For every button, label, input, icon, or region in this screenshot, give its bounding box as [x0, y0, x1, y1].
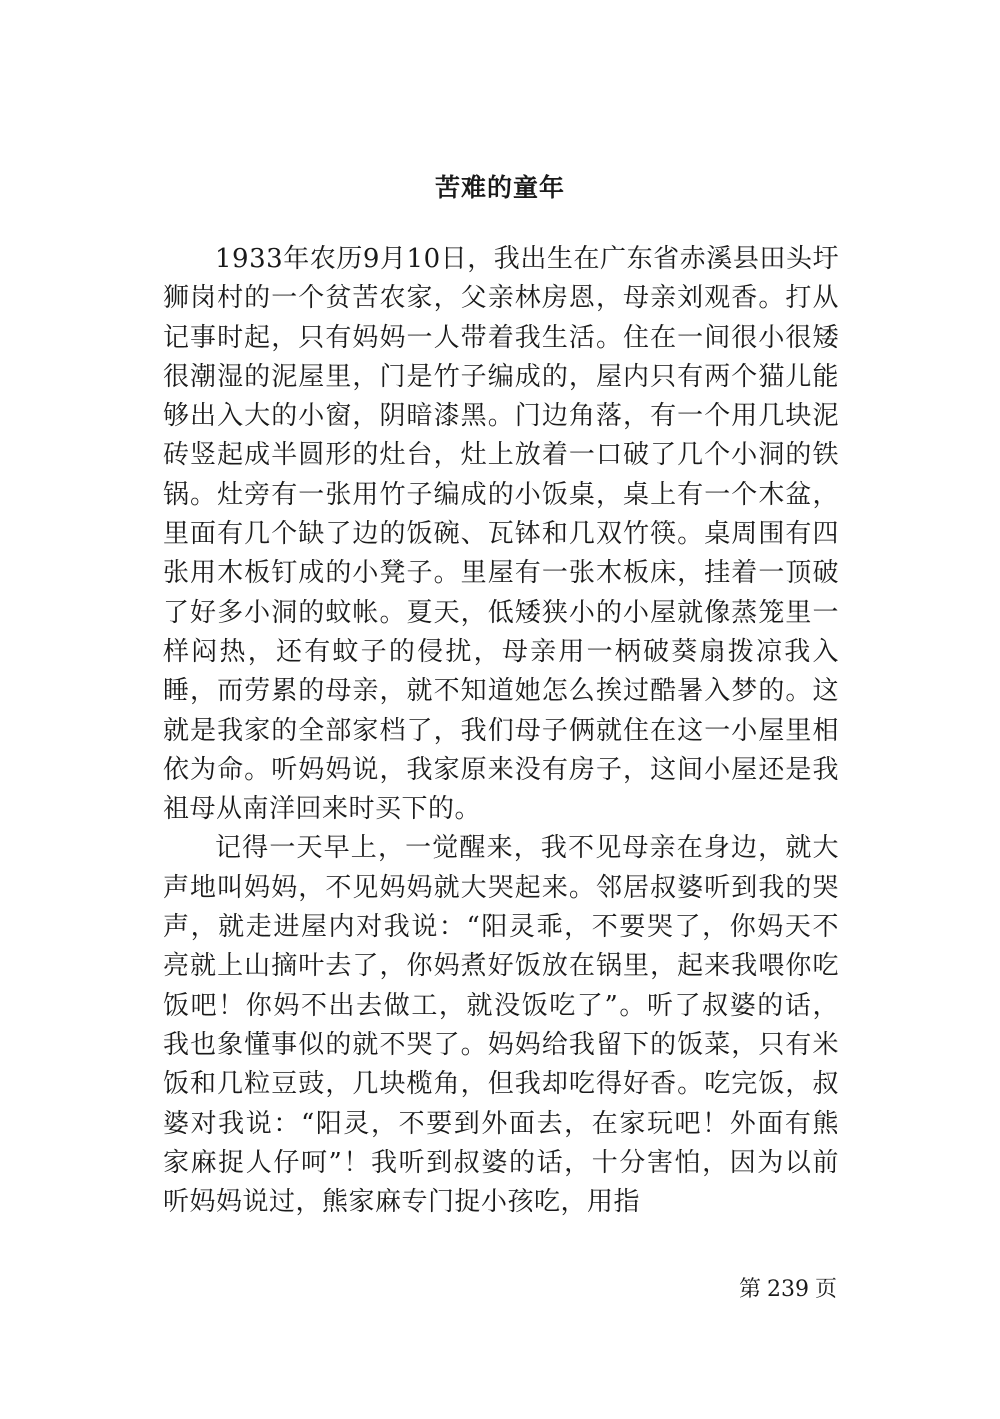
page-number — [739, 1272, 837, 1303]
paragraph-2: 记得一天早上，一觉醒来，我不见母亲在身边，就大声地叫妈妈，不见妈妈就大哭起来。邻居叔婆听到我的哭声，就走进屋内对我说：“阳灵乖，不要哭了，你妈天不亮就上山摘叶去了，你妈煮好饭放在锅里，起来我喂你吃饭吧！你妈不出去做工，就没饭吃了”。听了叔婆的话，我也象懂事似的就不哭了。妈妈给我留下的饭菜，只有米饭和几粒豆豉，几块榄角，但我却吃得好香。吃完饭，叔婆对我说：“阳灵，不要到外面去，在家玩吧！外面有熊家麻捉人仔呵”！我听到叔婆的话，十分害怕，因为以前听妈妈说过，熊家麻专门捉小孩吃，用指 — [163, 833, 839, 1218]
body-text — [163, 240, 839, 1222]
chapter-title: 苦难的童年 — [434, 173, 565, 202]
page-number-suffix: 页 — [814, 1277, 837, 1302]
paragraph-1: 1933年农历9月10日，我出生在广东省赤溪县田头圩狮岗村的一个贫苦农家，父亲林房恩，母亲刘观香。打从记事时起，只有妈妈一人带着我生活。住在一间很小很矮很潮湿的泥屋里，门是竹子编成的，屋内只有两个猫儿能够出入大的小窗，阴暗漆黑。门边角落，有一个用几块泥砖竖起成半圆形的灶台，灶上放着一口破了几个小洞的铁锅。灶旁有一张用竹子编成的小饭桌，桌上有一个木盆，里面有几个缺了边的饭碗、瓦钵和几双竹筷。桌周围有四张用木板钉成的小凳子。里屋有一张木板床，挂着一顶破了好多小洞的蚊帐。夏天，低矮狭小的小屋就像蒸笼里一样闷热，还有蚊子的侵扰，母亲用一柄破葵扇拨凉我入睡，而劳累的母亲，就不知道她怎么挨过酷暑入梦的。这就是我家的全部家档了，我们母子俩就住在这一小屋里相依为命。听妈妈说，我家原来没有房子，这间小屋还是我祖母从南洋回来时买下的。 — [163, 244, 839, 825]
page-number-prefix: 第 — [738, 1277, 761, 1302]
page-number-value: 239 — [766, 1277, 809, 1302]
